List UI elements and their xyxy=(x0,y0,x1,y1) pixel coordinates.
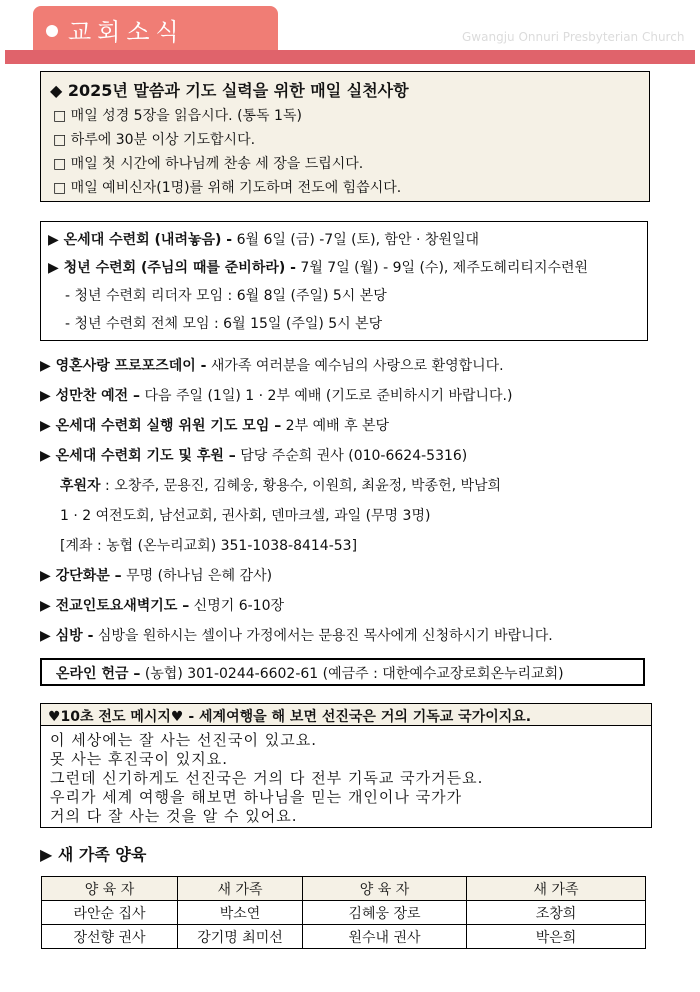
news-item xyxy=(40,415,389,435)
section-title xyxy=(46,12,185,47)
sponsor-account: [계좌 : 농협 (온누리교회) 351-1038-8414-53] xyxy=(60,538,358,554)
news-detail: 심방을 원하시는 셀이나 가정에서는 문용진 목사에게 신청하시기 바랍니다. xyxy=(93,628,553,644)
news-label: ▶ 전교인토요새벽기도 – xyxy=(40,598,190,614)
retreat-box xyxy=(40,221,648,341)
church-name: Gwangju Onnuri Presbyterian Church xyxy=(462,30,685,44)
table-cell: 박은희 xyxy=(467,925,646,949)
news-item xyxy=(40,595,284,615)
news-detail: 2부 예배 후 본당 xyxy=(281,418,390,434)
news-item xyxy=(40,445,467,465)
practice-item: □ 하루에 30분 이상 기도합시다. xyxy=(53,132,256,148)
practice-item: □ 매일 첫 시간에 하나님께 찬송 세 장을 드립시다. xyxy=(53,156,364,172)
table-cell: 강기명 최미선 xyxy=(178,925,303,949)
offering-account: (농협) 301-0244-6602-61 (예금주 : 대한예수교장로회온누리교회) xyxy=(140,666,564,682)
news-detail: 신명기 6-10장 xyxy=(189,598,285,614)
news-detail: 새가족 여러분을 예수님의 사랑으로 환영합니다. xyxy=(206,358,504,374)
evangelism-message-box xyxy=(40,703,652,828)
retreat-label: ▶ 온세대 수련회 (내려놓음) - xyxy=(48,232,233,248)
offering-line xyxy=(56,663,564,683)
table-header-row xyxy=(42,877,646,901)
message-line: 이 세상에는 잘 사는 선진국이 있고요. xyxy=(50,731,317,749)
news-item xyxy=(40,625,553,645)
sponsor-groups: 1 · 2 여전도회, 남선교회, 권사회, 덴마크셀, 과일 (무명 3명) xyxy=(60,508,431,524)
table-row xyxy=(42,925,646,949)
section-title-text: 교회소식 xyxy=(68,18,185,46)
news-label: ▶ 성만찬 예전 – xyxy=(40,388,141,404)
news-label: ▶ 강단화분 – xyxy=(40,568,122,584)
retreat-detail: 7월 7일 (월) - 9일 (수), 제주도헤리티지수련원 xyxy=(295,260,589,276)
message-line: 거의 다 잘 사는 것을 알 수 있어요. xyxy=(50,807,298,825)
table-row xyxy=(42,901,646,925)
table-cell: 원수내 권사 xyxy=(303,925,467,949)
message-line: 그런데 신기하게도 선진국은 거의 다 전부 기독교 국가거든요. xyxy=(50,769,484,787)
table-header-cell: 양 육 자 xyxy=(303,877,467,901)
table-header-cell: 양 육 자 xyxy=(42,877,178,901)
retreat-line xyxy=(48,229,479,249)
news-detail: 담당 주순희 권사 (010-6624-5316) xyxy=(235,448,468,464)
table-cell: 장선향 권사 xyxy=(42,925,178,949)
news-detail: 무명 (하나님 은혜 감사) xyxy=(121,568,273,584)
sponsor-names: : 오창주, 문용진, 김혜웅, 황용수, 이원희, 최윤정, 박종헌, 박남희 xyxy=(100,478,502,494)
practice-box xyxy=(40,71,650,202)
offering-box xyxy=(40,658,645,686)
news-item xyxy=(40,355,504,375)
sponsor-line xyxy=(60,475,501,495)
retreat-label: ▶ 청년 수련회 (주님의 때를 준비하라) - xyxy=(48,260,296,276)
offering-label: 온라인 헌금 – xyxy=(56,666,141,682)
news-label: ▶ 온세대 수련회 실행 위원 기도 모임 – xyxy=(40,418,282,434)
table-header-cell: 새 가족 xyxy=(467,877,646,901)
practice-item: □ 매일 성경 5장을 읽읍시다. (통독 1독) xyxy=(53,108,302,124)
new-family-heading: ▶ 새 가족 양육 xyxy=(40,845,147,864)
table-cell: 라안순 집사 xyxy=(42,901,178,925)
news-label: ▶ 온세대 수련회 기도 및 후원 – xyxy=(40,448,236,464)
news-item xyxy=(40,565,272,585)
sponsor-label: 후원자 xyxy=(60,478,101,494)
bullet-dot-icon xyxy=(46,25,58,37)
news-item xyxy=(40,385,512,405)
practice-item: □ 매일 예비신자(1명)를 위해 기도하며 전도에 힘씁시다. xyxy=(53,180,402,196)
table-header-cell: 새 가족 xyxy=(178,877,303,901)
table-cell: 조창희 xyxy=(467,901,646,925)
news-label: ▶ 심방 - xyxy=(40,628,94,644)
retreat-detail: 6월 6일 (금) -7일 (토), 함안 · 창원일대 xyxy=(232,232,480,248)
message-title: ♥10초 전도 메시지♥ - 세계여행을 해 보면 선진국은 거의 기독교 국가이지요. xyxy=(48,709,532,725)
news-label: ▶ 영혼사랑 프로포즈데이 - xyxy=(40,358,207,374)
message-header xyxy=(41,704,651,726)
retreat-subline: - 청년 수련회 리더자 모임 : 6월 8일 (주일) 5시 본당 xyxy=(65,288,387,304)
retreat-subline: - 청년 수련회 전체 모임 : 6월 15일 (주일) 5시 본당 xyxy=(65,316,383,332)
retreat-line xyxy=(48,257,588,277)
new-family-table xyxy=(41,876,646,949)
header-bar xyxy=(5,50,695,64)
news-detail: 다음 주일 (1일) 1 · 2부 예배 (기도로 준비하시기 바랍니다.) xyxy=(140,388,513,404)
table-cell: 박소연 xyxy=(178,901,303,925)
message-line: 우리가 세계 여행을 해보면 하나님을 믿는 개인이나 국가가 xyxy=(50,788,463,806)
table-cell: 김혜웅 장로 xyxy=(303,901,467,925)
message-line: 못 사는 후진국이 있지요. xyxy=(50,750,228,768)
practice-title: ◆ 2025년 말씀과 기도 실력을 위한 매일 실천사항 xyxy=(50,81,409,100)
